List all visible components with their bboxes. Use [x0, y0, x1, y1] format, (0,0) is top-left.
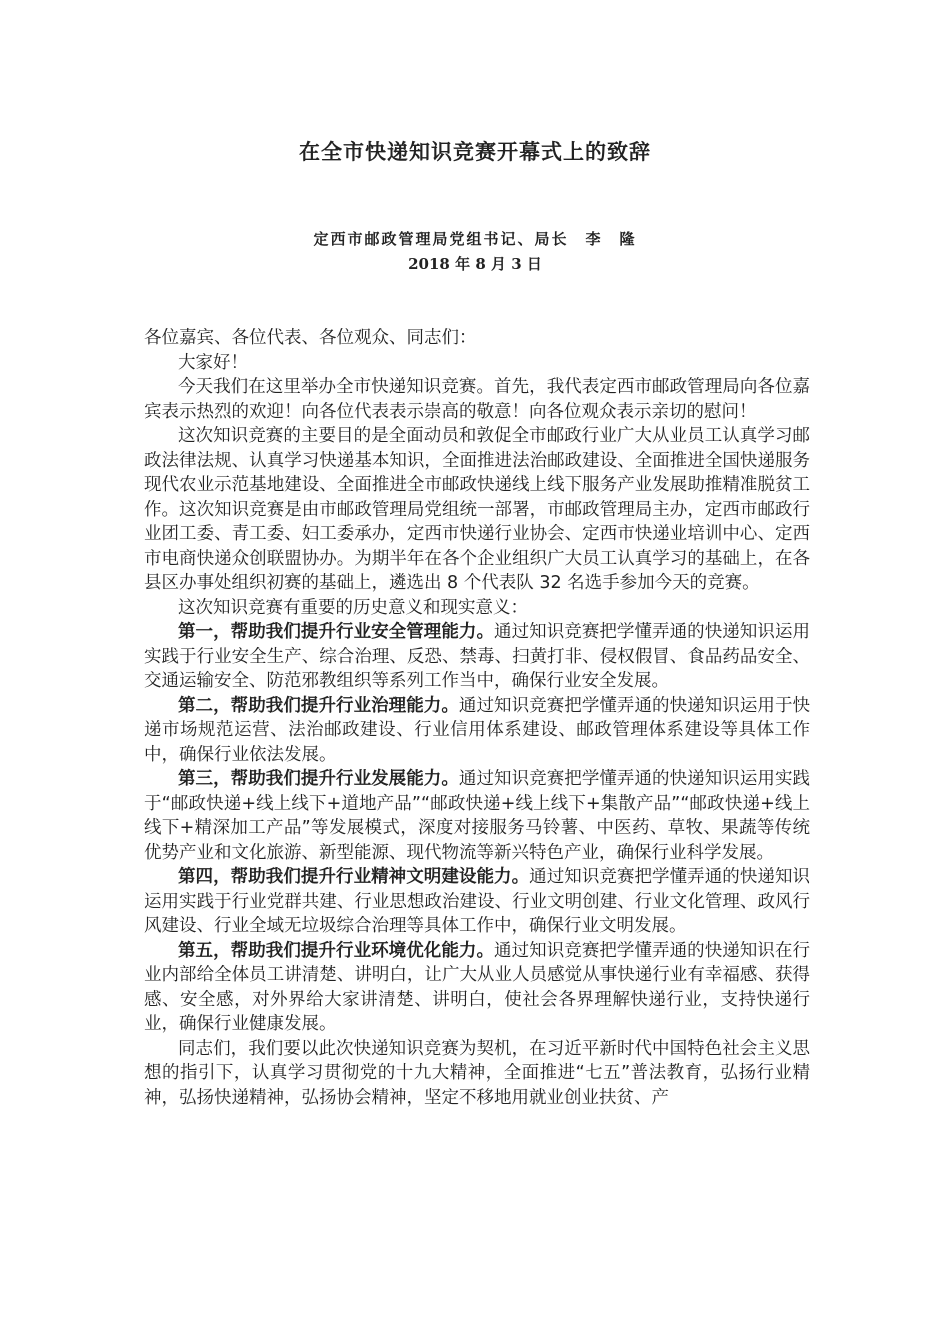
- document-body: [144, 326, 810, 1110]
- paragraph-significance: 这次知识竞赛有重要的历史意义和现实意义：: [178, 597, 528, 618]
- salutation: 各位嘉宾、各位代表、各位观众、同志们：: [144, 328, 477, 348]
- point-two-text: 通过知识竞赛把学懂弄通的快递知识运用于快递市场规范运营、法治邮政建设、行业信用体系建设、邮政管理体系建设等具体工作中，确保行业依法发展。: [144, 695, 811, 765]
- point-two: [144, 694, 810, 768]
- paragraph-purpose: 这次知识竞赛的主要目的是全面动员和敦促全市邮政行业广大从业员工认真学习邮政法律法规、认真学习快递基本知识，全面推进法治邮政建设、全面推进全国快递服务现代农业示范基地建设、全面推进全市邮政快递线上线下服务产业发展助推精准脱贫工作。这次知识竞赛是由市邮政管理局党组统一部署，市邮政管理局主办，定西市邮政行业团工委、青工委、妇工委承办，定西市快递行业协会、定西市快递业培训中心、定西市电商快递众创联盟协办。为期半年在各个企业组织广大员工认真学习的基础上，在各县区办事处组织初赛的基础上，遴选出 8 个代表队 32 名选手参加今天的竞赛。: [144, 426, 810, 593]
- greeting: 大家好！: [178, 352, 248, 373]
- point-three-text: 通过知识竞赛把学懂弄通的快递知识运用实践于“邮政快递+线上线下+道地产品”“邮政快递+线上线下+集散产品”“邮政快递+线上线下+精深加工产品”等发展模式，深度对接服务马铃薯、中医药、草牧、果蔬等传统优势产业和文化旅游、新型能源、现代物流等新兴特色产业，确保行业科学发展。: [144, 769, 811, 863]
- author-line: 定西市邮政管理局党组书记、局长 李 隆: [313, 230, 637, 248]
- point-four-text: 通过知识竞赛把学懂弄通的快递知识运用实践于行业党群共建、行业思想政治建设、行业文明创建、行业文化管理、政风行风建设、行业全域无垃圾综合治理等具体工作中，确保行业文明发展。: [144, 867, 811, 936]
- point-three: [144, 767, 810, 865]
- point-four: [144, 865, 810, 939]
- date-line: 2018 年 8 月 3 日: [408, 255, 542, 273]
- point-three-heading: 第三，帮助我们提升行业发展能力。: [178, 769, 459, 789]
- point-four-heading: 第四，帮助我们提升行业精神文明建设能力。: [178, 867, 530, 887]
- point-one-text: 通过知识竞赛把学懂弄通的快递知识运用实践于行业安全生产、综合治理、反恐、禁毒、扫黄打非、侵权假冒、食品药品安全、交通运输安全、防范邪教组织等系列工作当中，确保行业安全发展。: [144, 622, 811, 691]
- point-one-heading: 第一，帮助我们提升行业安全管理能力。: [178, 622, 495, 642]
- point-two-heading: 第二，帮助我们提升行业治理能力。: [178, 695, 459, 716]
- point-five: [144, 939, 810, 1037]
- point-five-heading: 第五，帮助我们提升行业环境优化能力。: [178, 940, 495, 961]
- paragraph-welcome: 今天我们在这里举办全市快递知识竞赛。首先，我代表定西市邮政管理局向各位嘉宾表示热烈的欢迎！向各位代表表示崇高的敬意！向各位观众表示亲切的慰问！: [144, 377, 810, 422]
- point-five-text: 通过知识竞赛把学懂弄通的快递知识在行业内部给全体员工讲清楚、讲明白，让广大从业人员感觉从事快递行业有幸福感、获得感、安全感，对外界给大家讲清楚、讲明白，使社会各界理解快递行业，支持快递行业，确保行业健康发展。: [144, 940, 811, 1034]
- paragraph-closing: 同志们，我们要以此次快递知识竞赛为契机，在习近平新时代中国特色社会主义思想的指引下，认真学习贯彻党的十九大精神，全面推进“七五”普法教育，弘扬行业精神，弘扬快递精神，弘扬协会精神，坚定不移地用就业创业扶贫、产: [144, 1038, 810, 1108]
- point-one: [144, 620, 810, 694]
- document-title: 在全市快递知识竞赛开幕式上的致辞: [299, 140, 651, 164]
